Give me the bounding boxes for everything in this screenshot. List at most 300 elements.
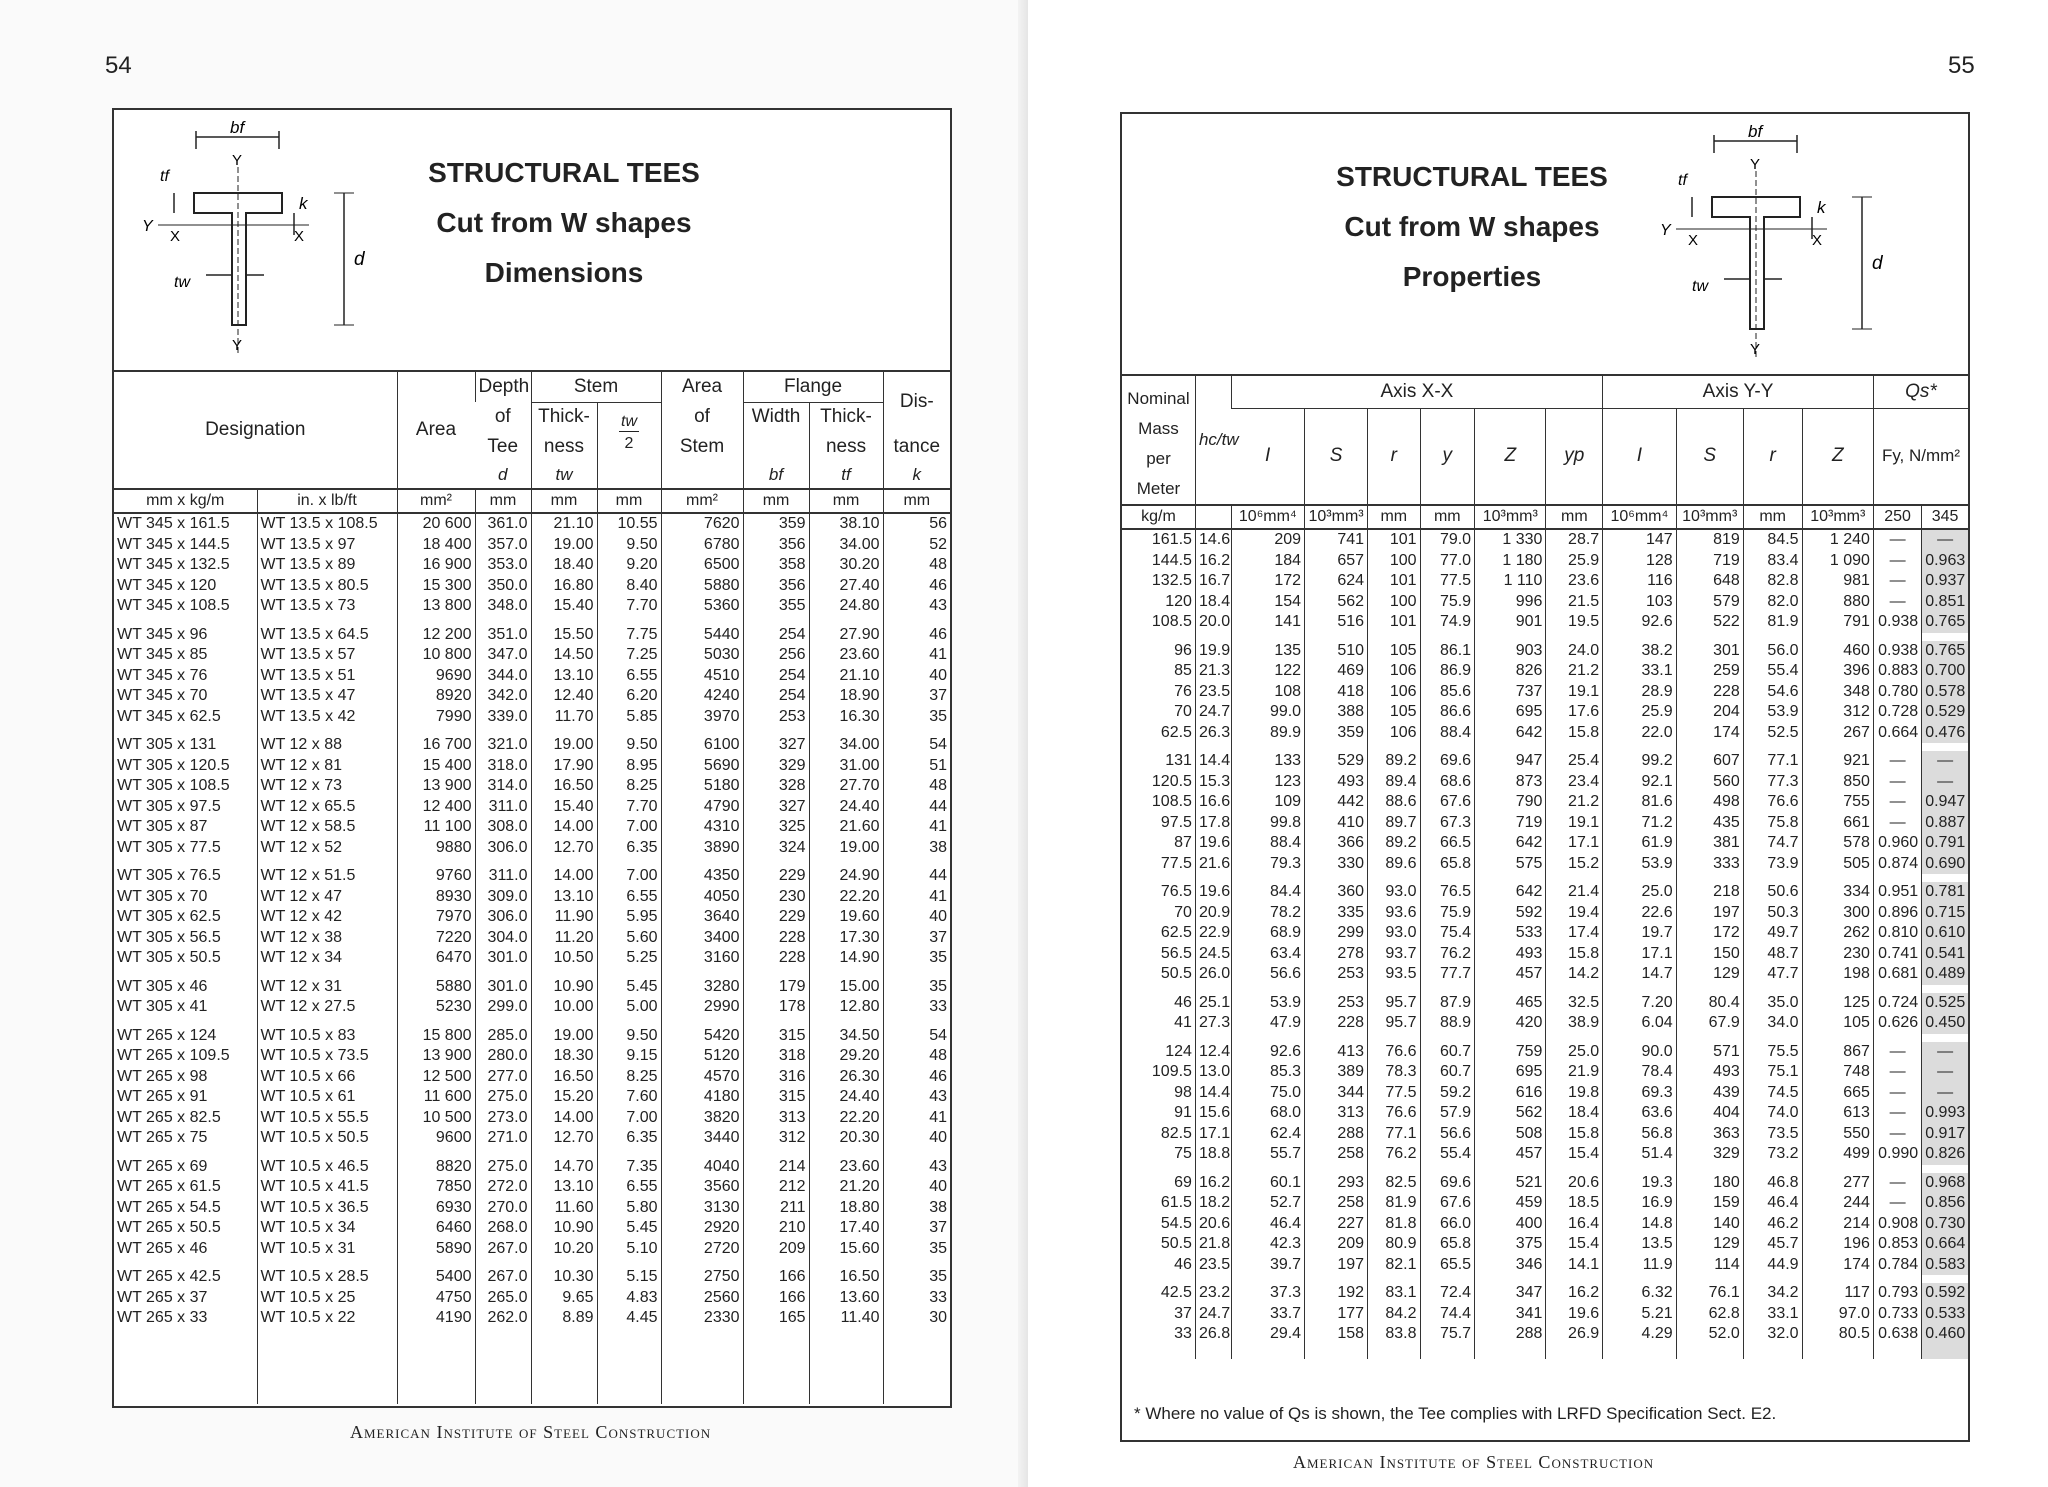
table-cell: 0.664 bbox=[1873, 723, 1921, 744]
table-cell: 70 bbox=[1174, 903, 1192, 921]
table-row bbox=[114, 576, 950, 597]
table-cell: 68.0 bbox=[1231, 1103, 1304, 1124]
table-cell: WT 265 x 46 bbox=[117, 1239, 208, 1257]
table-cell: WT 265 x 98 bbox=[117, 1067, 208, 1085]
table-cell: 15.40 bbox=[531, 596, 597, 617]
table-cell: 86.1 bbox=[1420, 641, 1475, 662]
table-cell: 53.9 bbox=[1743, 702, 1802, 723]
table-cell: 56.6 bbox=[1231, 964, 1304, 985]
table-cell: 43 bbox=[883, 1157, 950, 1178]
table-cell: 6930 bbox=[397, 1198, 475, 1219]
table-cell: 312 bbox=[1802, 702, 1873, 723]
table-cell: 40 bbox=[883, 666, 950, 687]
table-cell: 106 bbox=[1368, 723, 1420, 744]
table-row bbox=[114, 1308, 950, 1329]
table-cell: 578 bbox=[1802, 833, 1873, 854]
table-cell: 498 bbox=[1676, 792, 1743, 813]
table-cell: 76.6 bbox=[1368, 1103, 1420, 1124]
table-cell: 41 bbox=[883, 817, 950, 838]
table-cell: 267.0 bbox=[475, 1239, 531, 1260]
table-cell: 613 bbox=[1802, 1103, 1873, 1124]
table-cell: 273.0 bbox=[475, 1108, 531, 1129]
table-cell: 101 bbox=[1368, 571, 1420, 592]
unit-cell: mm x kg/m bbox=[114, 489, 257, 513]
table-cell: 19.9 bbox=[1195, 641, 1231, 662]
table-cell: 55.7 bbox=[1231, 1144, 1304, 1165]
col-ix: I bbox=[1264, 445, 1271, 467]
table-cell: 23.4 bbox=[1546, 772, 1603, 793]
table-cell: 204 bbox=[1676, 702, 1743, 723]
table-cell: 695 bbox=[1475, 1062, 1546, 1083]
table-cell: 33.7 bbox=[1231, 1304, 1304, 1325]
table-cell: 11.90 bbox=[531, 907, 597, 928]
table-cell: 15.60 bbox=[809, 1239, 883, 1260]
table-cell: 212 bbox=[743, 1177, 809, 1198]
table-cell: 18.8 bbox=[1195, 1144, 1231, 1165]
table-cell: WT 265 x 75 bbox=[117, 1129, 208, 1147]
table-cell: 15 400 bbox=[397, 756, 475, 777]
table-cell: 0.938 bbox=[1873, 641, 1921, 662]
table-cell: 0.690 bbox=[1922, 854, 1968, 875]
unit-cell: 250 bbox=[1873, 505, 1921, 529]
table-cell: 3640 bbox=[661, 907, 743, 928]
group-spacer bbox=[114, 1018, 950, 1026]
table-cell: WT 305 x 46 bbox=[117, 977, 208, 995]
table-cell: 457 bbox=[1475, 964, 1546, 985]
table-cell: 12.80 bbox=[809, 997, 883, 1018]
table-cell: 360 bbox=[1305, 882, 1368, 903]
table-cell: 288 bbox=[1475, 1324, 1546, 1345]
table-row bbox=[114, 887, 950, 908]
table-cell: 83.4 bbox=[1743, 551, 1802, 572]
table-cell: 14.4 bbox=[1195, 1083, 1231, 1104]
table-cell: 52.0 bbox=[1676, 1324, 1743, 1345]
table-cell: 180 bbox=[1676, 1173, 1743, 1194]
table-row bbox=[1122, 1234, 1968, 1255]
table-cell: 114 bbox=[1676, 1255, 1743, 1276]
table-row bbox=[114, 817, 950, 838]
table-cell: 93.6 bbox=[1368, 903, 1420, 924]
col-stem-group: Stem bbox=[531, 372, 661, 402]
table-cell: 93.5 bbox=[1368, 964, 1420, 985]
table-cell: 46.4 bbox=[1231, 1214, 1304, 1235]
table-cell: 9.50 bbox=[597, 1026, 661, 1047]
table-cell: 13 900 bbox=[397, 776, 475, 797]
group-spacer bbox=[114, 617, 950, 625]
table-cell: 18 400 bbox=[397, 535, 475, 556]
table-cell: 0.874 bbox=[1873, 854, 1921, 875]
table-cell: WT 305 x 131 bbox=[117, 736, 217, 754]
table-row bbox=[1122, 964, 1968, 985]
table-cell: 66.0 bbox=[1420, 1214, 1475, 1235]
table-cell: 457 bbox=[1475, 1144, 1546, 1165]
table-cell: 0.853 bbox=[1873, 1234, 1921, 1255]
unit-cell: 345 bbox=[1922, 505, 1968, 529]
table-cell: 459 bbox=[1475, 1193, 1546, 1214]
unit-cell bbox=[1195, 505, 1231, 529]
table-row bbox=[1122, 1193, 1968, 1214]
table-cell: 17.1 bbox=[1195, 1124, 1231, 1145]
table-cell: WT 305 x 50.5 bbox=[117, 949, 221, 967]
table-cell: 19.6 bbox=[1195, 833, 1231, 854]
table-cell: 695 bbox=[1475, 702, 1546, 723]
table-cell: 318.0 bbox=[475, 756, 531, 777]
table-cell: WT 10.5 x 73.5 bbox=[257, 1046, 397, 1067]
table-row bbox=[1122, 1283, 1968, 1304]
table-cell: 25.4 bbox=[1546, 751, 1603, 772]
table-cell: 30 bbox=[883, 1308, 950, 1329]
table-cell: 4510 bbox=[661, 666, 743, 687]
table-cell: 89.7 bbox=[1368, 813, 1420, 834]
unit-cell: mm² bbox=[397, 489, 475, 513]
table-cell: 7.00 bbox=[597, 817, 661, 838]
table-cell: WT 12 x 52 bbox=[257, 838, 397, 859]
table-cell: 0.724 bbox=[1873, 993, 1921, 1014]
table-cell: 505 bbox=[1802, 854, 1873, 875]
table-cell: WT 265 x 54.5 bbox=[117, 1198, 221, 1216]
table-cell: — bbox=[1873, 1042, 1921, 1063]
table-cell: 78.3 bbox=[1368, 1062, 1420, 1083]
table-cell: 0.908 bbox=[1873, 1214, 1921, 1235]
table-cell: 132.5 bbox=[1151, 572, 1192, 590]
table-cell: 981 bbox=[1802, 571, 1873, 592]
table-cell: 359 bbox=[1305, 723, 1368, 744]
table-cell: 165 bbox=[743, 1308, 809, 1329]
table-cell: 24.40 bbox=[809, 1087, 883, 1108]
table-cell: — bbox=[1873, 1173, 1921, 1194]
table-cell: 15.8 bbox=[1546, 1124, 1603, 1145]
page-title: STRUCTURAL TEES bbox=[1336, 161, 1608, 192]
table-cell: 259 bbox=[1676, 661, 1743, 682]
table-cell: 418 bbox=[1305, 682, 1368, 703]
table-cell: 1 330 bbox=[1475, 529, 1546, 551]
table-cell: 9.50 bbox=[597, 735, 661, 756]
table-cell: 3400 bbox=[661, 928, 743, 949]
table-cell: 88.6 bbox=[1368, 792, 1420, 813]
table-row bbox=[114, 735, 950, 756]
table-cell: 105 bbox=[1802, 1013, 1873, 1034]
table-cell: 24.80 bbox=[809, 596, 883, 617]
table-cell: 313 bbox=[1305, 1103, 1368, 1124]
table-cell: 493 bbox=[1676, 1062, 1743, 1083]
table-cell: 0.993 bbox=[1922, 1103, 1968, 1124]
table-cell: 278 bbox=[1305, 944, 1368, 965]
table-cell: 93.0 bbox=[1368, 882, 1420, 903]
table-cell: 2750 bbox=[661, 1267, 743, 1288]
table-cell: 60.1 bbox=[1231, 1173, 1304, 1194]
table-cell: 304.0 bbox=[475, 928, 531, 949]
table-cell: 4570 bbox=[661, 1067, 743, 1088]
table-row bbox=[1122, 1062, 1968, 1083]
table-row bbox=[114, 907, 950, 928]
table-row bbox=[114, 555, 950, 576]
table-cell: 54 bbox=[883, 735, 950, 756]
unit-cell: 10⁶mm⁴ bbox=[1231, 505, 1304, 529]
table-cell: 21.2 bbox=[1546, 661, 1603, 682]
table-cell: 161.5 bbox=[1151, 531, 1192, 549]
properties-title-block bbox=[1322, 152, 1622, 302]
table-cell: 312 bbox=[743, 1128, 809, 1149]
table-cell: 1 090 bbox=[1802, 551, 1873, 572]
col-distance-line2: tance bbox=[883, 432, 950, 462]
col-flange-width-line1: Width bbox=[743, 402, 809, 432]
table-cell: 15.2 bbox=[1546, 854, 1603, 875]
table-cell: 254 bbox=[743, 625, 809, 646]
col-sy: S bbox=[1676, 408, 1743, 505]
table-cell: 21.6 bbox=[1195, 854, 1231, 875]
diagram-label-bf: bf bbox=[1748, 122, 1763, 141]
table-cell: 20.9 bbox=[1195, 903, 1231, 924]
table-cell: 6.55 bbox=[597, 1177, 661, 1198]
table-cell: 508 bbox=[1475, 1124, 1546, 1145]
table-cell: 11.20 bbox=[531, 928, 597, 949]
table-cell: 18.4 bbox=[1546, 1103, 1603, 1124]
table-cell: 46 bbox=[883, 625, 950, 646]
table-cell: 348 bbox=[1802, 682, 1873, 703]
table-cell: 18.2 bbox=[1195, 1193, 1231, 1214]
table-cell: 16.4 bbox=[1546, 1214, 1603, 1235]
table-cell: 84.2 bbox=[1368, 1304, 1420, 1325]
unit-cell: mm bbox=[1546, 505, 1603, 529]
table-cell: 748 bbox=[1802, 1062, 1873, 1083]
half-tw-denominator: 2 bbox=[624, 435, 634, 453]
col-stem-thick-line2: ness bbox=[531, 432, 597, 462]
table-cell: 344 bbox=[1305, 1083, 1368, 1104]
col-flange-group: Flange bbox=[743, 372, 883, 402]
table-row bbox=[1122, 1304, 1968, 1325]
table-row bbox=[114, 756, 950, 777]
table-cell: 335 bbox=[1305, 903, 1368, 924]
table-cell: 5.21 bbox=[1603, 1304, 1676, 1325]
table-cell: 46.4 bbox=[1743, 1193, 1802, 1214]
section-title: Properties bbox=[1402, 261, 1542, 292]
table-cell: WT 345 x 62.5 bbox=[117, 707, 221, 725]
table-row bbox=[114, 1108, 950, 1129]
table-cell: 47.9 bbox=[1231, 1013, 1304, 1034]
table-cell: 28.9 bbox=[1603, 682, 1676, 703]
table-cell: 719 bbox=[1475, 813, 1546, 834]
table-cell: 77.0 bbox=[1420, 551, 1475, 572]
table-cell: 579 bbox=[1676, 592, 1743, 613]
table-cell: 16.2 bbox=[1546, 1283, 1603, 1304]
table-cell: 0.883 bbox=[1873, 661, 1921, 682]
table-cell: 41 bbox=[883, 645, 950, 666]
table-cell: 329 bbox=[1676, 1144, 1743, 1165]
table-row bbox=[114, 1087, 950, 1108]
table-cell: 1 240 bbox=[1802, 529, 1873, 551]
table-cell: 48.7 bbox=[1743, 944, 1802, 965]
table-cell: 790 bbox=[1475, 792, 1546, 813]
table-cell: 106 bbox=[1368, 682, 1420, 703]
table-cell: 3820 bbox=[661, 1108, 743, 1129]
table-cell: 15.4 bbox=[1546, 1234, 1603, 1255]
table-cell: 499 bbox=[1802, 1144, 1873, 1165]
table-cell: 741 bbox=[1305, 529, 1368, 551]
table-cell: 413 bbox=[1305, 1042, 1368, 1063]
table-cell: 642 bbox=[1475, 723, 1546, 744]
table-cell: 366 bbox=[1305, 833, 1368, 854]
table-cell: WT 12 x 58.5 bbox=[257, 817, 397, 838]
table-cell: WT 345 x 70 bbox=[117, 687, 208, 705]
table-cell: 56.0 bbox=[1743, 641, 1802, 662]
table-cell: 62.8 bbox=[1676, 1304, 1743, 1325]
unit-cell: mm bbox=[531, 489, 597, 513]
table-cell: 150 bbox=[1676, 944, 1743, 965]
table-cell: 40 bbox=[883, 907, 950, 928]
table-cell: WT 265 x 61.5 bbox=[117, 1178, 221, 1196]
table-cell: 26.9 bbox=[1546, 1324, 1603, 1345]
table-cell: 88.4 bbox=[1420, 723, 1475, 744]
table-cell: 33.1 bbox=[1743, 1304, 1802, 1325]
table-cell: 328 bbox=[743, 776, 809, 797]
table-cell: 0.851 bbox=[1922, 592, 1968, 613]
table-cell: 4.29 bbox=[1603, 1324, 1676, 1345]
group-spacer bbox=[1122, 985, 1968, 993]
table-cell: 133 bbox=[1231, 751, 1304, 772]
table-cell: WT 10.5 x 28.5 bbox=[257, 1267, 397, 1288]
table-cell: 439 bbox=[1676, 1083, 1743, 1104]
table-row bbox=[114, 666, 950, 687]
table-cell: 44.9 bbox=[1743, 1255, 1802, 1276]
table-cell: 100 bbox=[1368, 592, 1420, 613]
table-cell: 262.0 bbox=[475, 1308, 531, 1329]
table-cell: 16 700 bbox=[397, 735, 475, 756]
page-subtitle: Cut from W shapes bbox=[436, 207, 692, 238]
table-cell: 81.9 bbox=[1368, 1193, 1420, 1214]
table-cell: 759 bbox=[1475, 1042, 1546, 1063]
table-cell: 53.9 bbox=[1603, 854, 1676, 875]
table-cell: 14.50 bbox=[531, 645, 597, 666]
table-cell: 16.7 bbox=[1195, 571, 1231, 592]
properties-frame bbox=[1120, 112, 1970, 1442]
table-cell: 10.55 bbox=[597, 513, 661, 535]
table-cell: 275.0 bbox=[475, 1157, 531, 1178]
table-cell: 92.6 bbox=[1603, 612, 1676, 633]
unit-cell: 10³mm³ bbox=[1676, 505, 1743, 529]
table-cell: — bbox=[1873, 1124, 1921, 1145]
diagram-label-tf: tf bbox=[160, 168, 169, 185]
table-cell: 0.947 bbox=[1922, 792, 1968, 813]
table-cell: 172 bbox=[1231, 571, 1304, 592]
table-cell: — bbox=[1873, 813, 1921, 834]
table-row bbox=[114, 1046, 950, 1067]
table-cell: 25.9 bbox=[1546, 551, 1603, 572]
table-cell: 83.1 bbox=[1368, 1283, 1420, 1304]
table-cell: 0.810 bbox=[1873, 923, 1921, 944]
table-cell: 850 bbox=[1802, 772, 1873, 793]
table-cell: 16.2 bbox=[1195, 1173, 1231, 1194]
table-cell: 18.90 bbox=[809, 686, 883, 707]
table-cell: 15 300 bbox=[397, 576, 475, 597]
table-cell: 76.2 bbox=[1420, 944, 1475, 965]
table-cell: WT 265 x 82.5 bbox=[117, 1108, 221, 1126]
table-cell: 16.50 bbox=[531, 1067, 597, 1088]
table-cell: 11.40 bbox=[809, 1308, 883, 1329]
table-cell: WT 305 x 76.5 bbox=[117, 867, 221, 885]
table-cell: 293 bbox=[1305, 1173, 1368, 1194]
half-tw-numerator: tw bbox=[621, 413, 637, 431]
table-cell: 49.7 bbox=[1743, 923, 1802, 944]
table-cell: 76.5 bbox=[1160, 883, 1192, 901]
table-cell: 3130 bbox=[661, 1198, 743, 1219]
table-cell: 37 bbox=[883, 686, 950, 707]
table-cell: — bbox=[1873, 1103, 1921, 1124]
table-cell: 19.7 bbox=[1603, 923, 1676, 944]
table-cell: 56.8 bbox=[1603, 1124, 1676, 1145]
table-cell: 21.20 bbox=[809, 1177, 883, 1198]
table-cell: 228 bbox=[1305, 1013, 1368, 1034]
table-cell: 359 bbox=[743, 513, 809, 535]
table-cell: 5.25 bbox=[597, 948, 661, 969]
table-cell: 54.6 bbox=[1743, 682, 1802, 703]
table-cell: 46.2 bbox=[1743, 1214, 1802, 1235]
table-cell: 7.00 bbox=[597, 866, 661, 887]
table-cell: 53.9 bbox=[1231, 993, 1304, 1014]
table-row bbox=[1122, 944, 1968, 965]
table-cell: 70 bbox=[1174, 703, 1192, 721]
table-cell: 15.4 bbox=[1546, 1144, 1603, 1165]
table-cell: 21.10 bbox=[531, 513, 597, 535]
table-cell: 355 bbox=[743, 596, 809, 617]
footer-right: American Institute of Steel Construction bbox=[1293, 1452, 1655, 1472]
table-cell: 74.7 bbox=[1743, 833, 1802, 854]
table-cell: 46.8 bbox=[1743, 1173, 1802, 1194]
table-cell: 83.8 bbox=[1368, 1324, 1420, 1345]
table-cell: 0.781 bbox=[1922, 882, 1968, 903]
table-cell: 48 bbox=[883, 776, 950, 797]
table-cell: 7.60 bbox=[597, 1087, 661, 1108]
table-cell: — bbox=[1873, 529, 1921, 551]
table-cell: 20.6 bbox=[1546, 1173, 1603, 1194]
table-cell: 37 bbox=[883, 1218, 950, 1239]
table-row bbox=[114, 513, 950, 535]
table-cell: 81.8 bbox=[1368, 1214, 1420, 1235]
group-spacer bbox=[1122, 743, 1968, 751]
table-cell: 15 800 bbox=[397, 1026, 475, 1047]
table-cell: 92.6 bbox=[1231, 1042, 1304, 1063]
table-cell: 35 bbox=[883, 1267, 950, 1288]
table-cell: 87.9 bbox=[1420, 993, 1475, 1014]
table-cell: 357.0 bbox=[475, 535, 531, 556]
table-cell: — bbox=[1922, 1042, 1968, 1063]
table-cell: 128 bbox=[1603, 551, 1676, 572]
table-cell: 0.896 bbox=[1873, 903, 1921, 924]
diagram-label-y-dim: Y bbox=[142, 218, 153, 235]
table-cell: 21.60 bbox=[809, 817, 883, 838]
table-cell: 22.20 bbox=[809, 1108, 883, 1129]
table-cell: WT 12 x 88 bbox=[257, 735, 397, 756]
table-cell: 19.00 bbox=[531, 535, 597, 556]
table-cell: 1 180 bbox=[1475, 551, 1546, 572]
table-cell: 0.460 bbox=[1922, 1324, 1968, 1345]
table-cell: 61.9 bbox=[1603, 833, 1676, 854]
table-cell: 873 bbox=[1475, 772, 1546, 793]
table-cell: 314.0 bbox=[475, 776, 531, 797]
table-cell: 6460 bbox=[397, 1218, 475, 1239]
table-cell: 46 bbox=[1174, 1255, 1192, 1273]
table-cell: 342.0 bbox=[475, 686, 531, 707]
table-cell: 95.7 bbox=[1368, 993, 1420, 1014]
table-cell: 55.4 bbox=[1743, 661, 1802, 682]
table-cell: 661 bbox=[1802, 813, 1873, 834]
table-cell: 76 bbox=[1174, 682, 1192, 700]
table-cell: 55.4 bbox=[1420, 1144, 1475, 1165]
table-cell: 5.15 bbox=[597, 1267, 661, 1288]
table-cell: 228 bbox=[743, 948, 809, 969]
table-cell: 8.25 bbox=[597, 1067, 661, 1088]
group-spacer bbox=[114, 1149, 950, 1157]
table-cell: WT 345 x 76 bbox=[117, 666, 208, 684]
